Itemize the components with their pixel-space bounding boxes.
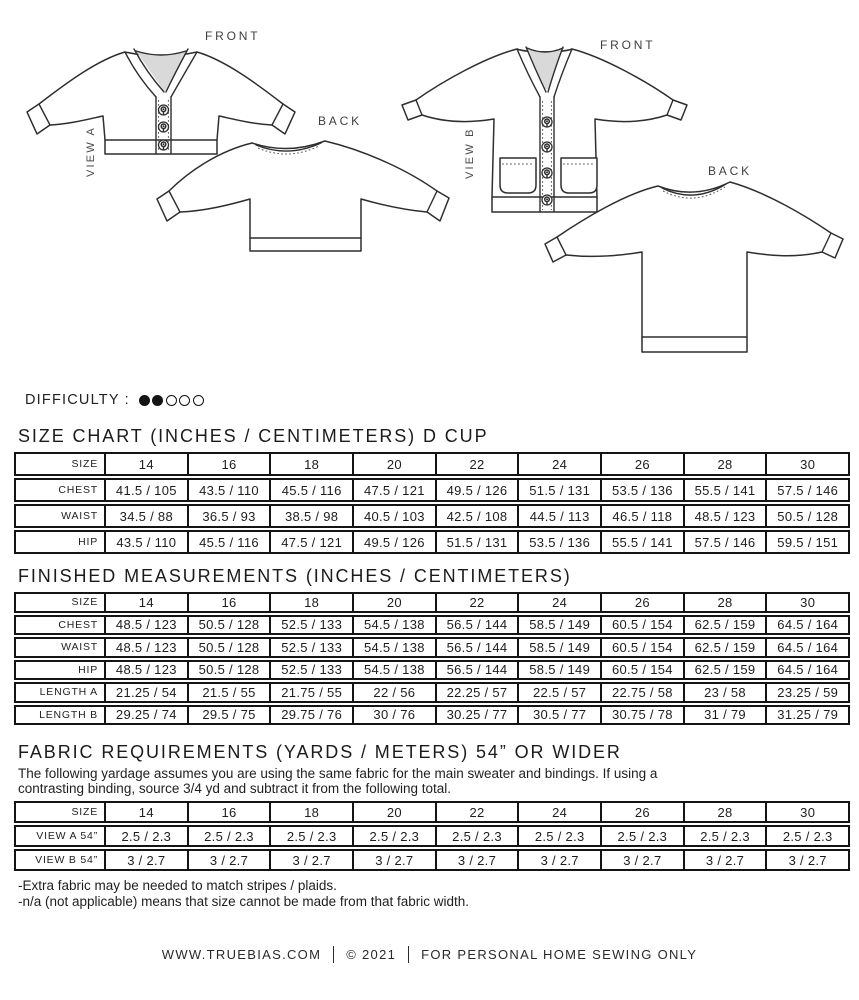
- patch-pocket: [500, 158, 536, 193]
- value-cell: 3 / 2.7: [788, 852, 827, 868]
- footer-website: WWW.TRUEBIAS.COM: [161, 947, 322, 962]
- value-cell: 50.5 / 128: [777, 508, 839, 524]
- fabric-intro-line-2: contrasting binding, source 3/4 yd and subtract it from the following total.: [18, 781, 451, 796]
- view-b-front-label: FRONT: [600, 38, 656, 52]
- value-cell: 30: [800, 456, 816, 472]
- value-cell: 21.75 / 55: [271, 684, 354, 701]
- value-cell: 58.5 / 149: [519, 639, 602, 656]
- value-cell: 2.5 / 2.3: [189, 827, 272, 845]
- value-cell: 2.5 / 2.3: [106, 827, 189, 845]
- value-cell: 51.5 / 131: [519, 480, 602, 500]
- value-cell: 60.5 / 154: [602, 639, 685, 656]
- view-b-back-label: BACK: [708, 164, 752, 178]
- value-cell: 56.5 / 144: [437, 617, 520, 634]
- row-label-cell: CHEST: [16, 617, 106, 634]
- value-cell: 16: [189, 803, 272, 821]
- value-cell: 53.5 / 136: [602, 480, 685, 500]
- value-cell: 30: [800, 594, 816, 610]
- value-cell: 59.5 / 151: [777, 534, 839, 550]
- value-cell: 62.5 / 159: [685, 662, 768, 679]
- row-label-cell: SIZE: [16, 803, 106, 821]
- value-cell: 3 / 2.7: [354, 851, 437, 869]
- table-row: [14, 705, 850, 726]
- value-cell: 28: [685, 454, 768, 474]
- value-cell: 2.5 / 2.3: [271, 827, 354, 845]
- table-row: [14, 615, 850, 636]
- value-cell: 45.5 / 116: [271, 480, 354, 500]
- finished-measurements-title: FINISHED MEASUREMENTS (INCHES / CENTIMETERS): [18, 566, 572, 586]
- view-b-label: VIEW B: [464, 127, 476, 179]
- table-row: [14, 530, 850, 554]
- value-cell: 18: [271, 594, 354, 611]
- button-icon: [159, 140, 169, 150]
- value-cell: 2.5 / 2.3: [685, 827, 768, 845]
- button-icon: [542, 168, 552, 178]
- table-row: [14, 637, 850, 658]
- value-cell: 2.5 / 2.3: [782, 828, 833, 844]
- value-cell: 47.5 / 121: [354, 480, 437, 500]
- row-label-cell: HIP: [16, 532, 106, 552]
- fabric-requirements-title: FABRIC REQUIREMENTS (YARDS / METERS) 54” OR WIDER: [18, 742, 622, 762]
- value-cell: 22: [437, 594, 520, 611]
- value-cell: 2.5 / 2.3: [519, 827, 602, 845]
- value-cell: 28: [685, 803, 768, 821]
- value-cell: 24: [519, 803, 602, 821]
- value-cell: 51.5 / 131: [437, 532, 520, 552]
- value-cell: 57.5 / 146: [777, 482, 839, 498]
- value-cell: 50.5 / 128: [189, 617, 272, 634]
- difficulty-label: DIFFICULTY :: [25, 392, 130, 408]
- button-icon: [159, 105, 169, 115]
- button-icon: [159, 122, 169, 132]
- row-label-cell: WAIST: [16, 639, 106, 656]
- value-cell: 58.5 / 149: [519, 662, 602, 679]
- value-cell: 34.5 / 88: [106, 506, 189, 526]
- value-cell: 43.5 / 110: [106, 532, 189, 552]
- value-cell: 22: [437, 454, 520, 474]
- value-cell: 48.5 / 123: [685, 506, 768, 526]
- value-cell: 55.5 / 141: [602, 532, 685, 552]
- value-cell: 45.5 / 116: [189, 532, 272, 552]
- footer: [0, 946, 859, 963]
- value-cell: 20: [354, 803, 437, 821]
- value-cell: 50.5 / 128: [189, 639, 272, 656]
- value-cell: 3 / 2.7: [106, 851, 189, 869]
- value-cell: 55.5 / 141: [685, 480, 768, 500]
- value-cell: 29.75 / 76: [271, 707, 354, 724]
- value-cell: 16: [189, 594, 272, 611]
- value-cell: 18: [271, 454, 354, 474]
- table-row: [14, 849, 850, 871]
- fabric-note-2: -n/a (not applicable) means that size cannot be made from that fabric width.: [18, 894, 469, 909]
- value-cell: 30 / 76: [354, 707, 437, 724]
- value-cell: 30.25 / 77: [437, 707, 520, 724]
- value-cell: 23.25 / 59: [777, 684, 839, 700]
- value-cell: 36.5 / 93: [189, 506, 272, 526]
- value-cell: 14: [106, 454, 189, 474]
- row-label-cell: SIZE: [16, 454, 106, 474]
- row-label-cell: SIZE: [16, 594, 106, 611]
- value-cell: 52.5 / 133: [271, 617, 354, 634]
- value-cell: 22.25 / 57: [437, 684, 520, 701]
- value-cell: 26: [602, 594, 685, 611]
- value-cell: 30: [800, 804, 816, 820]
- value-cell: 3 / 2.7: [602, 851, 685, 869]
- value-cell: 2.5 / 2.3: [354, 827, 437, 845]
- row-label-cell: HIP: [16, 662, 106, 679]
- table-row: [14, 660, 850, 681]
- value-cell: 3 / 2.7: [271, 851, 354, 869]
- difficulty-dot-empty: [166, 395, 177, 406]
- difficulty-section: [25, 392, 206, 408]
- value-cell: 48.5 / 123: [106, 662, 189, 679]
- table-header-row: [14, 592, 850, 613]
- table-header-row: [14, 801, 850, 823]
- value-cell: 14: [106, 594, 189, 611]
- row-label-cell: VIEW A 54”: [16, 827, 106, 845]
- value-cell: 18: [271, 803, 354, 821]
- value-cell: 49.5 / 126: [354, 532, 437, 552]
- button-icon: [542, 117, 552, 127]
- value-cell: 24: [519, 594, 602, 611]
- footer-usage: FOR PERSONAL HOME SEWING ONLY: [421, 947, 698, 962]
- value-cell: 52.5 / 133: [271, 662, 354, 679]
- value-cell: 60.5 / 154: [602, 662, 685, 679]
- value-cell: 64.5 / 164: [777, 617, 839, 633]
- row-label-cell: WAIST: [16, 506, 106, 526]
- difficulty-dot-empty: [193, 395, 204, 406]
- row-label-cell: LENGTH B: [16, 707, 106, 724]
- value-cell: 62.5 / 159: [685, 639, 768, 656]
- value-cell: 21.5 / 55: [189, 684, 272, 701]
- value-cell: 31.25 / 79: [777, 707, 839, 723]
- value-cell: 20: [354, 454, 437, 474]
- value-cell: 22: [437, 803, 520, 821]
- table-row: [14, 825, 850, 847]
- difficulty-rating: [139, 395, 207, 406]
- value-cell: 54.5 / 138: [354, 639, 437, 656]
- value-cell: 3 / 2.7: [189, 851, 272, 869]
- value-cell: 40.5 / 103: [354, 506, 437, 526]
- row-label-cell: VIEW B 54”: [16, 851, 106, 869]
- value-cell: 57.5 / 146: [685, 532, 768, 552]
- value-cell: 20: [354, 594, 437, 611]
- fabric-intro-line-1: The following yardage assumes you are using the same fabric for the main sweater and bindings. If using a: [18, 766, 658, 781]
- value-cell: 56.5 / 144: [437, 662, 520, 679]
- value-cell: 46.5 / 118: [602, 506, 685, 526]
- value-cell: 62.5 / 159: [685, 617, 768, 634]
- value-cell: 31 / 79: [685, 707, 768, 724]
- value-cell: 3 / 2.7: [685, 851, 768, 869]
- value-cell: 23 / 58: [685, 684, 768, 701]
- value-cell: 48.5 / 123: [106, 639, 189, 656]
- view-a-front-label: FRONT: [205, 29, 261, 43]
- value-cell: 64.5 / 164: [777, 639, 839, 655]
- value-cell: 38.5 / 98: [271, 506, 354, 526]
- value-cell: 2.5 / 2.3: [602, 827, 685, 845]
- value-cell: 22.5 / 57: [519, 684, 602, 701]
- value-cell: 24: [519, 454, 602, 474]
- table-row: [14, 478, 850, 502]
- value-cell: 30.75 / 78: [602, 707, 685, 724]
- button-icon: [542, 195, 552, 205]
- value-cell: 30.5 / 77: [519, 707, 602, 724]
- value-cell: 52.5 / 133: [271, 639, 354, 656]
- button-icon: [542, 142, 552, 152]
- footer-copyright: © 2021: [346, 947, 397, 962]
- footer-separator: [333, 946, 334, 963]
- value-cell: 21.25 / 54: [106, 684, 189, 701]
- fabric-note-1: -Extra fabric may be needed to match stripes / plaids.: [18, 878, 337, 893]
- value-cell: 49.5 / 126: [437, 480, 520, 500]
- difficulty-dot-filled: [152, 395, 163, 406]
- table-header-row: [14, 452, 850, 476]
- value-cell: 48.5 / 123: [106, 617, 189, 634]
- value-cell: 47.5 / 121: [271, 532, 354, 552]
- view-b-front-drawing: [398, 43, 692, 214]
- value-cell: 54.5 / 138: [354, 662, 437, 679]
- fabric-requirements-table: [14, 801, 850, 873]
- value-cell: 26: [602, 803, 685, 821]
- view-a-label: VIEW A: [85, 125, 97, 177]
- view-a-front-drawing: [25, 40, 308, 166]
- size-chart-table: [14, 452, 850, 556]
- row-label-cell: CHEST: [16, 480, 106, 500]
- value-cell: 41.5 / 105: [106, 480, 189, 500]
- finished-measurements-table: [14, 592, 850, 727]
- value-cell: 43.5 / 110: [189, 480, 272, 500]
- value-cell: 3 / 2.7: [519, 851, 602, 869]
- value-cell: 56.5 / 144: [437, 639, 520, 656]
- value-cell: 14: [106, 803, 189, 821]
- value-cell: 29.25 / 74: [106, 707, 189, 724]
- value-cell: 42.5 / 108: [437, 506, 520, 526]
- value-cell: 22.75 / 58: [602, 684, 685, 701]
- value-cell: 54.5 / 138: [354, 617, 437, 634]
- table-row: [14, 504, 850, 528]
- value-cell: 22 / 56: [354, 684, 437, 701]
- row-label-cell: LENGTH A: [16, 684, 106, 701]
- value-cell: 58.5 / 149: [519, 617, 602, 634]
- table-row: [14, 682, 850, 703]
- value-cell: 3 / 2.7: [437, 851, 520, 869]
- value-cell: 44.5 / 113: [519, 506, 602, 526]
- value-cell: 16: [189, 454, 272, 474]
- value-cell: 60.5 / 154: [602, 617, 685, 634]
- view-a-back-label: BACK: [318, 114, 362, 128]
- value-cell: 64.5 / 164: [777, 662, 839, 678]
- value-cell: 50.5 / 128: [189, 662, 272, 679]
- value-cell: 29.5 / 75: [189, 707, 272, 724]
- value-cell: 26: [602, 454, 685, 474]
- size-chart-title: SIZE CHART (INCHES / CENTIMETERS) D CUP: [18, 426, 489, 446]
- value-cell: 53.5 / 136: [519, 532, 602, 552]
- patch-pocket: [561, 158, 597, 193]
- value-cell: 28: [685, 594, 768, 611]
- technical-drawings: [0, 0, 859, 385]
- footer-separator: [408, 946, 409, 963]
- difficulty-dot-empty: [179, 395, 190, 406]
- value-cell: 2.5 / 2.3: [437, 827, 520, 845]
- difficulty-dot-filled: [139, 395, 150, 406]
